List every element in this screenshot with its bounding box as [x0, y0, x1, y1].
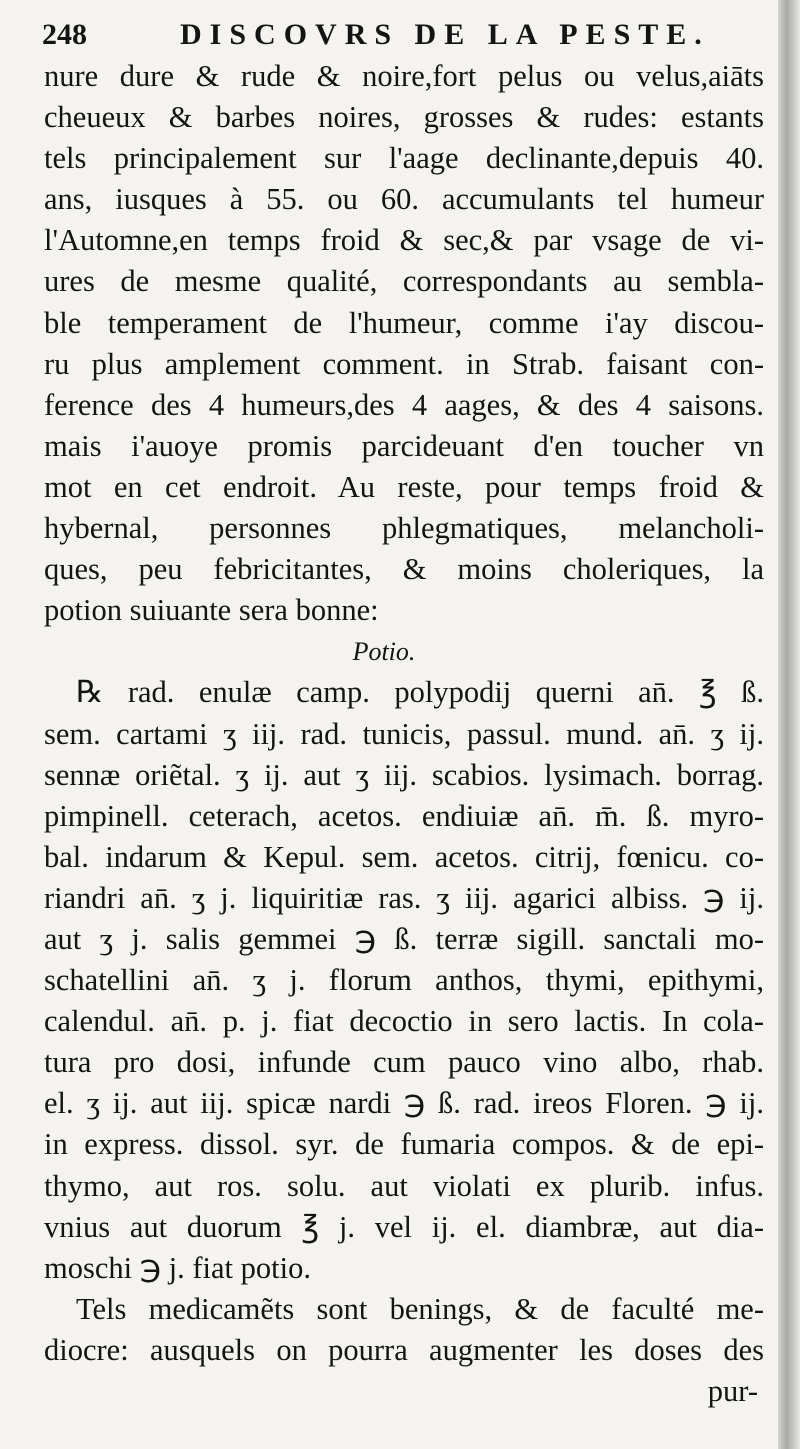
- recipe-line: schatellini an̄. ʒ j. florum anthos, thymi, epithymi,: [44, 963, 764, 998]
- text-line: nure dure & rude & noire,fort pelus ou velus,aiāts: [44, 59, 764, 93]
- recipe-line: pimpinell. ceterach, acetos. endiuiæ an̄. m̄. ß. myro-: [44, 798, 764, 833]
- recipe-line: riandri an̄. ʒ j. liquiritiæ ras. ʒ iij. agarici albiss. ℈ ij.: [44, 880, 764, 915]
- recipe-line: sennæ oriẽtal. ʒ ij. aut ʒ iij. scabios. lysimach. borrag.: [44, 757, 764, 792]
- page-number: 248: [42, 18, 87, 51]
- recipe-line: sem. cartami ʒ iij. rad. tunicis, passul. mund. an̄. ʒ ij.: [44, 716, 764, 751]
- recipe-line: in express. dissol. syr. de fumaria compos. & de epi-: [44, 1127, 764, 1162]
- page-edge-shadow: [778, 0, 800, 1449]
- text-line: hybernal, personnes phlegmatiques, melancholi-: [44, 511, 764, 546]
- page-header: [42, 14, 750, 56]
- recipe-line: el. ʒ ij. aut iij. spicæ nardi ℈ ß. rad. ireos Floren. ℈ ij.: [44, 1086, 764, 1121]
- running-title: DISCOVRS DE LA PESTE.: [180, 18, 710, 51]
- text-line: ble temperament de l'humeur, comme i'ay discou-: [44, 305, 764, 340]
- text-line: potion suiuante sera bonne:: [44, 593, 379, 628]
- recipe-line: ℞ rad. enulæ camp. polypodij querni an̄. ℥ ß.: [76, 675, 764, 710]
- text-line: tels principalement sur l'aage declinante,depuis 40.: [44, 141, 764, 176]
- text-line: ures de mesme qualité, correspondants au sembla-: [44, 264, 764, 299]
- text-line: ans, iusques à 55. ou 60. accumulants tel humeur: [44, 182, 764, 217]
- text-line: cheueux & barbes noires, grosses & rudes: estants: [44, 100, 764, 135]
- text-line: mot en cet endroit. Au reste, pour temps froid &: [44, 469, 764, 504]
- recipe-line: thymo, aut ros. solu. aut violati ex plurib. infus.: [44, 1168, 764, 1203]
- text-line: ques, peu febricitantes, & moins choleriques, la: [44, 552, 764, 587]
- text-line: Tels medicamẽts sont benings, & de faculté me-: [76, 1291, 764, 1326]
- page-body: [44, 56, 764, 1412]
- recipe-line: aut ʒ j. salis gemmei ℈ ß. terræ sigill. sanctali mo-: [44, 921, 764, 956]
- recipe-line: moschi ℈ j. fiat potio.: [44, 1250, 311, 1285]
- recipe-line: vnius aut duorum ℥ j. vel ij. el. diambræ, aut dia-: [44, 1209, 764, 1244]
- catchword: pur-: [707, 1374, 758, 1408]
- text-line: ference des 4 humeurs,des 4 aages, & des 4 saisons.: [44, 387, 764, 422]
- text-line: diocre: ausquels on pourra augmenter les doses des: [44, 1332, 764, 1367]
- recipe-line: calendul. an̄. p. j. fiat decoctio in sero lactis. In cola-: [44, 1004, 764, 1039]
- recipe-title: Potio.: [352, 637, 416, 667]
- text-line: mais i'auoye promis parcideuant d'en toucher vn: [44, 428, 764, 463]
- recipe-line: bal. indarum & Kepul. sem. acetos. citrij, fœnicu. co-: [44, 839, 764, 874]
- recipe-line: tura pro dosi, infunde cum pauco vino albo, rhab.: [44, 1045, 764, 1080]
- text-line: ru plus amplement comment. in Strab. faisant con-: [44, 346, 764, 381]
- text-line: l'Automne,en temps froid & sec,& par vsage de vi-: [44, 223, 764, 258]
